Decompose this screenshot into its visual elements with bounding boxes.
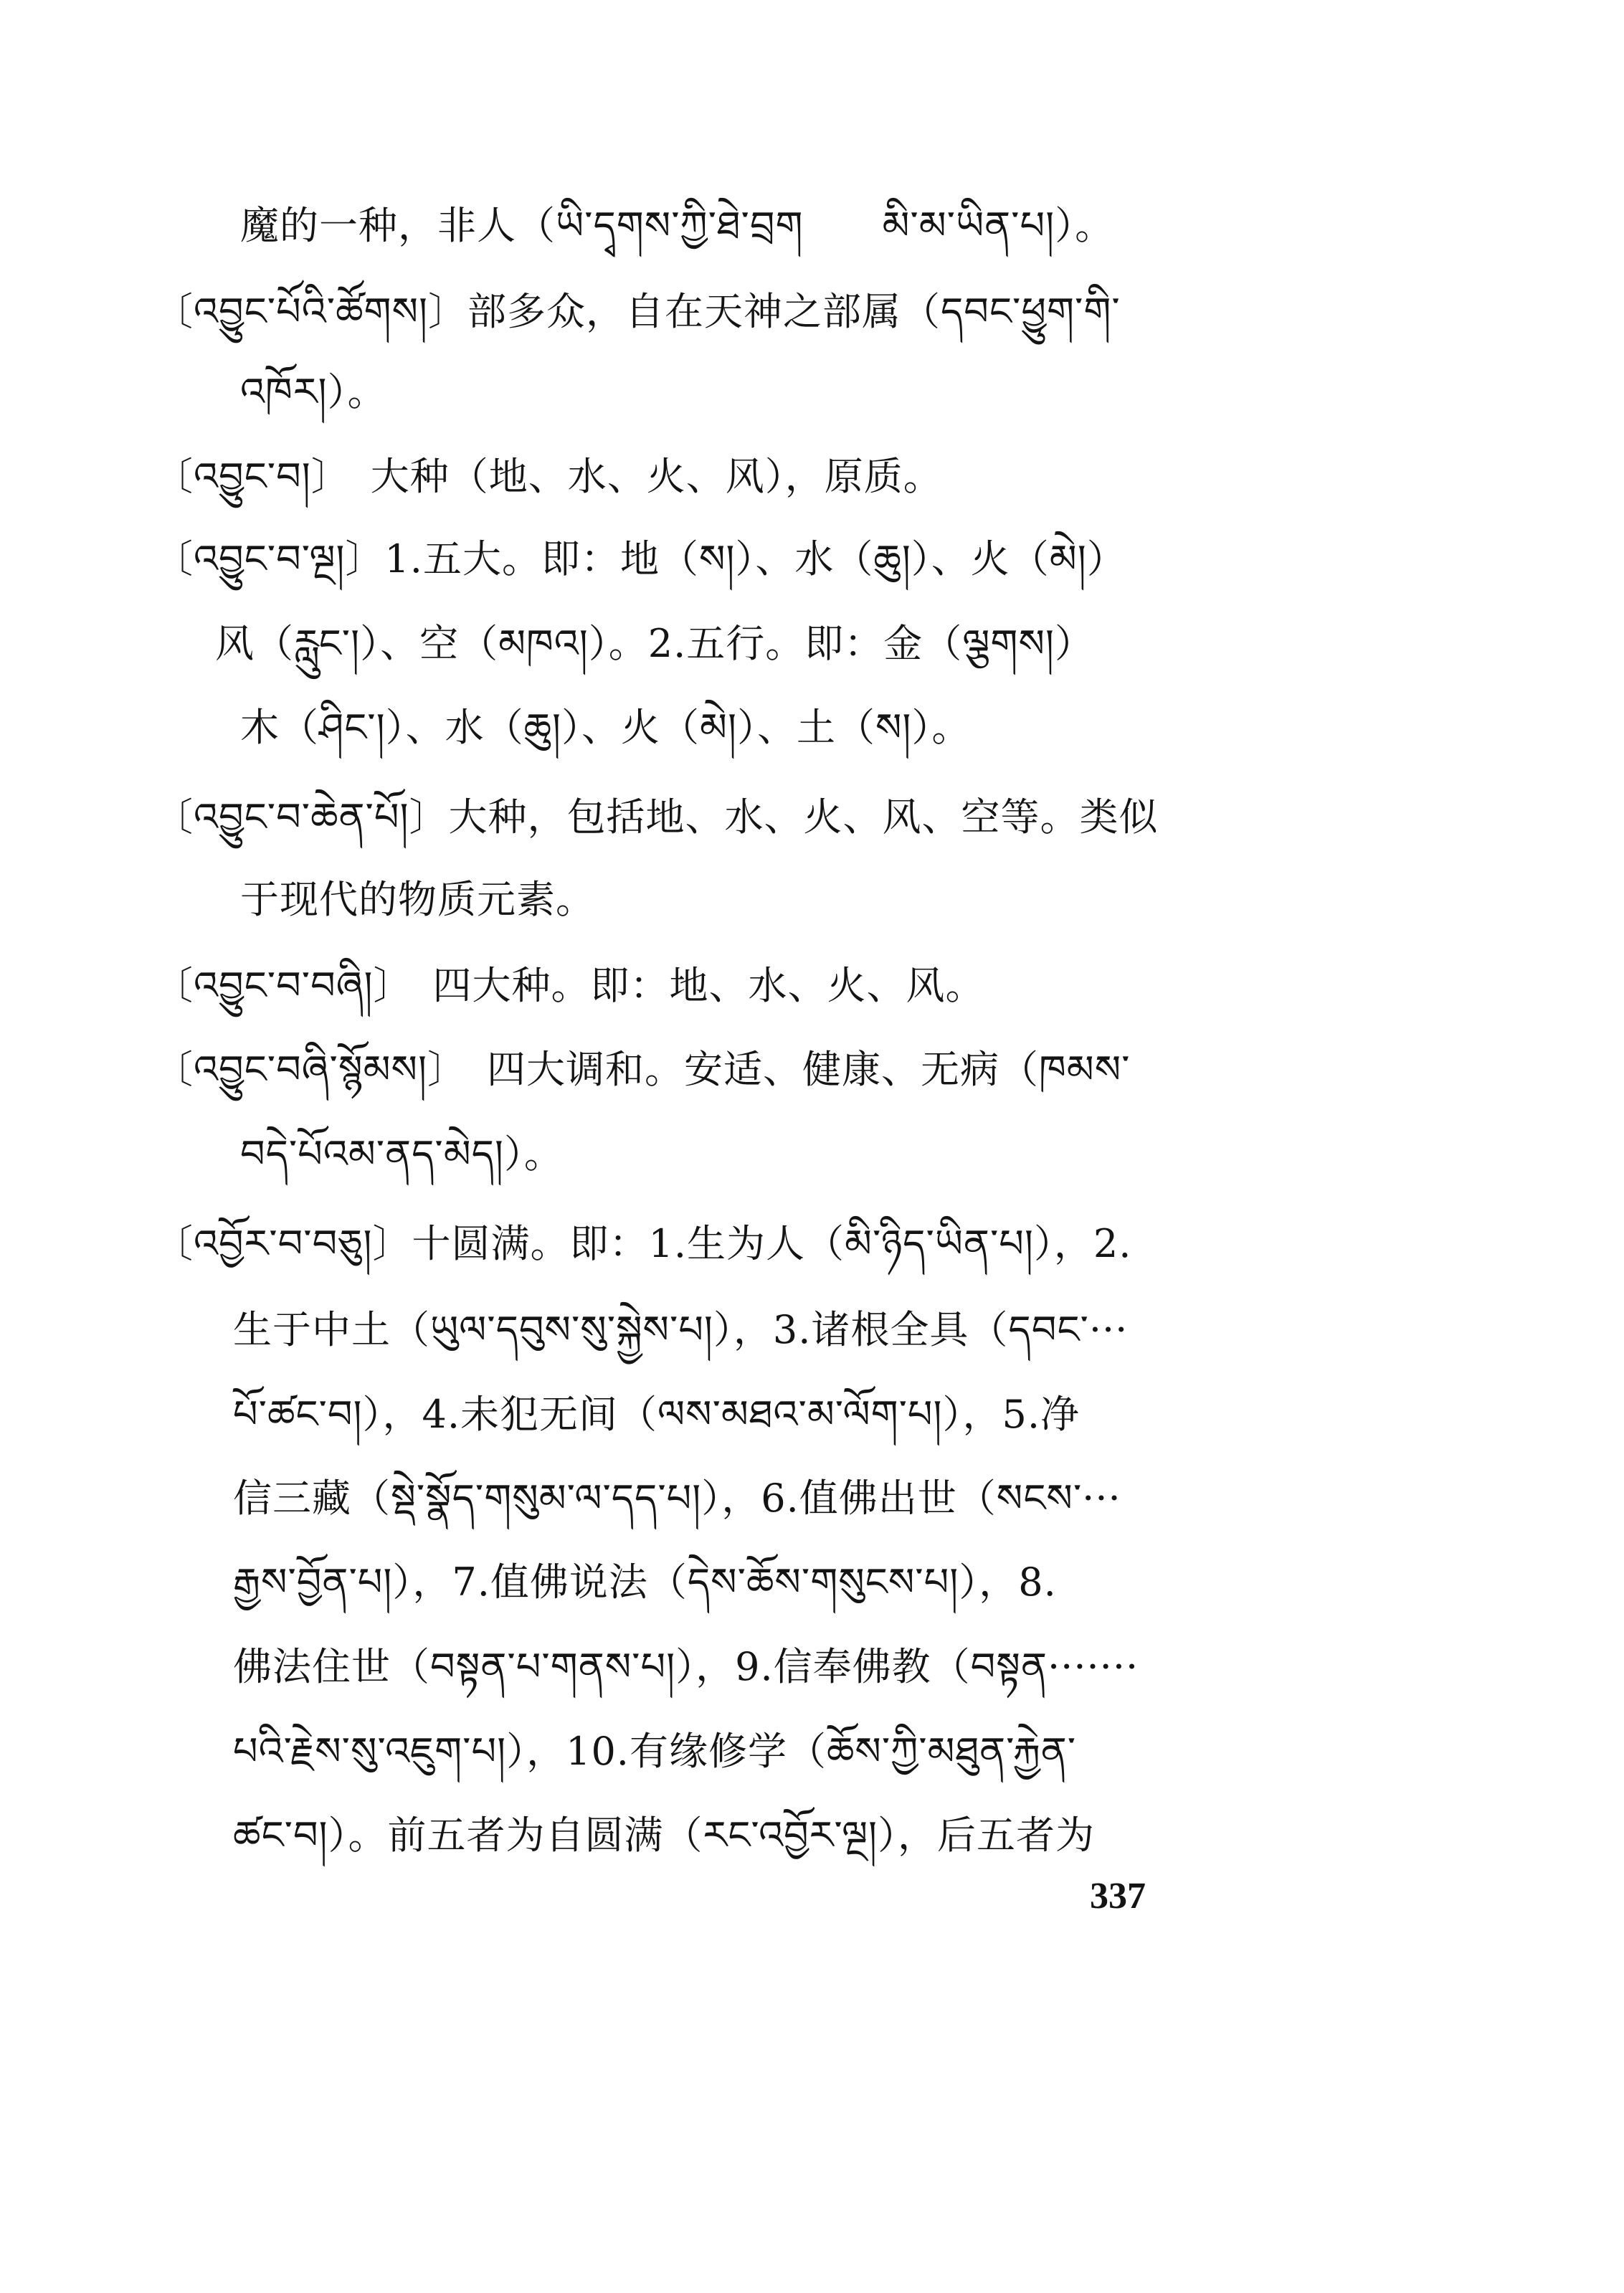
text-line: 〔འབྱུང་བ་ལྔ།〕1.五大。即：地（ས།）、水（ཆུ།）、火（མེ།）: [154, 536, 1126, 581]
text-line: 木（ཤིང་།）、水（ཆུ།）、火（མེ།）、土（ས།）。: [240, 705, 972, 750]
text-line: 于现代的物质元素。: [240, 877, 595, 922]
text-line: 〔འབྱུང་བ་བཞི།〕 四大种。即：地、水、火、风。: [154, 963, 985, 1008]
text-line: 〔འབྱུང་བ་ཆེན་པོ།〕大种，包括地、水、火、风、空等。类似: [154, 794, 1159, 840]
text-line: 〔འབྱུང་བ།〕 大种（地、水、火、风），原质。: [154, 454, 943, 499]
text-line: 〔འབྱུང་བཞི་སྙོམས།〕 四大调和。安适、健康、无病（ཁམས་: [154, 1047, 1131, 1092]
text-line: ཚང་བ།）。前五者为自圆满（རང་འབྱོར་ལྔ།），后五者为: [233, 1813, 1096, 1858]
text-line: 风（རླུང་།）、空（མཁའ།）。2.五行。即：金（ལྕགས།）: [215, 621, 1094, 666]
text-line: 〔འབྱོར་བ་བཅུ།〕十圆满。即：1.生为人（མི་ཉིད་ཡིན་པ།），2.: [154, 1221, 1132, 1266]
text-line: པའི་རྗེས་སུ་འཇུག་པ།），10.有缘修学（ཆོས་ཀྱི་མཐུན་རྐྱེན་: [233, 1729, 1077, 1774]
text-line: 信三藏（སྡེ་སྣོད་གསུམ་ལ་དད་པ།），6.值佛出世（སངས་···: [233, 1476, 1121, 1521]
text-line: 〔འབྱུང་པོའི་ཚོགས།〕部多众，自在天神之部属（དབང་ཕྱུག་གི་: [154, 289, 1121, 334]
text-line: འཁོར།）。: [240, 369, 387, 414]
page-number: 337: [1090, 1876, 1146, 1917]
text-line: 生于中土（ཡུལ་དབུས་སུ་སྐྱེས་པ།），3.诸根全具（དབང་···: [233, 1307, 1129, 1352]
text-line: 魔的一种，非人（ཡི་དྭགས་ཀྱི་ཐེ་བྲག མི་མ་ཡིན་པ།）。: [240, 203, 1115, 248]
text-line: 佛法住世（བསྟན་པ་གནས་པ།），9.信奉佛教（བསྟན·······: [233, 1644, 1139, 1689]
text-line: རྒྱས་བྱོན་པ།），7.值佛说法（དེས་ཆོས་གསུངས་པ།），8.: [233, 1559, 1057, 1605]
text-line: བདེ་པོའམ་ནད་མེད།）。: [240, 1131, 564, 1177]
text-line: པོ་ཚང་བ།），4.未犯无间（ལས་མཐའ་མ་ལོག་པ།），5.净: [233, 1392, 1081, 1437]
